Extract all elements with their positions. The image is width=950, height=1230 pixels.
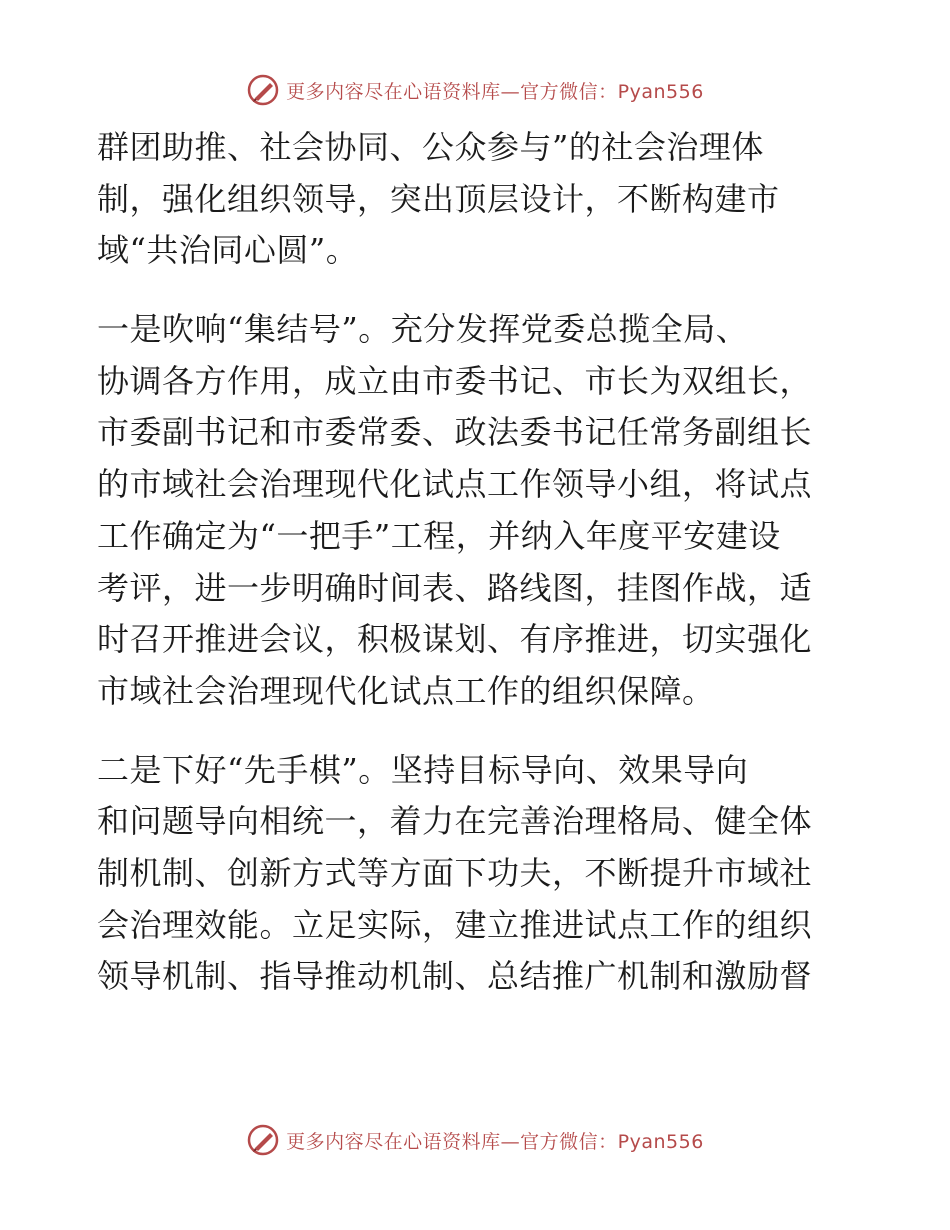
text-line: 制，强化组织领导，突出顶层设计，不断构建市 bbox=[97, 179, 780, 218]
paragraph-2 bbox=[97, 304, 857, 718]
text-line: 二是下好“先手棋”。坚持目标导向、效果导向 bbox=[97, 750, 749, 789]
text-line: 协调各方作用，成立由市委书记、市长为双组长， bbox=[97, 361, 813, 400]
text-line: 工作确定为“一把手”工程，并纳入年度平安建设 bbox=[97, 516, 781, 555]
paragraph-1 bbox=[97, 122, 857, 277]
text-line: 时召开推进会议，积极谋划、有序推进，切实强化 bbox=[97, 620, 813, 659]
watermark-text: 更多内容尽在心语资料库—官方微信：Pyan556 bbox=[286, 80, 704, 103]
watermark-footer bbox=[0, 1120, 950, 1160]
document-body bbox=[97, 122, 857, 1003]
text-line: 群团助推、社会协同、公众参与”的社会治理体 bbox=[97, 128, 764, 166]
text-line: 一是吹响“集结号”。充分发挥党委总揽全局、 bbox=[97, 310, 749, 349]
text-line: 市委副书记和市委常委、政法委书记任常务副组长 bbox=[97, 413, 813, 452]
wechat-id: Pyan556 bbox=[617, 1130, 704, 1153]
watermark-header bbox=[0, 70, 950, 110]
text-line: 领导机制、指导推动机制、总结推广机制和激励督 bbox=[97, 957, 813, 996]
text-line: 和问题导向相统一，着力在完善治理格局、健全体 bbox=[97, 802, 813, 841]
wechat-id: Pyan556 bbox=[617, 80, 704, 103]
pen-logo-icon bbox=[246, 1123, 280, 1157]
text-line: 制机制、创新方式等方面下功夫，不断提升市域社 bbox=[97, 853, 813, 892]
paragraph-3 bbox=[97, 745, 857, 1003]
text-line: 的市域社会治理现代化试点工作领导小组，将试点 bbox=[97, 465, 813, 504]
text-line: 会治理效能。立足实际，建立推进试点工作的组织 bbox=[97, 905, 813, 944]
text-line: 市域社会治理现代化试点工作的组织保障。 bbox=[97, 671, 715, 710]
pen-logo-icon bbox=[246, 73, 280, 107]
watermark-text: 更多内容尽在心语资料库—官方微信：Pyan556 bbox=[286, 1130, 704, 1153]
text-line: 域“共治同心圆”。 bbox=[97, 231, 359, 270]
text-line: 考评，进一步明确时间表、路线图，挂图作战，适 bbox=[97, 568, 813, 607]
